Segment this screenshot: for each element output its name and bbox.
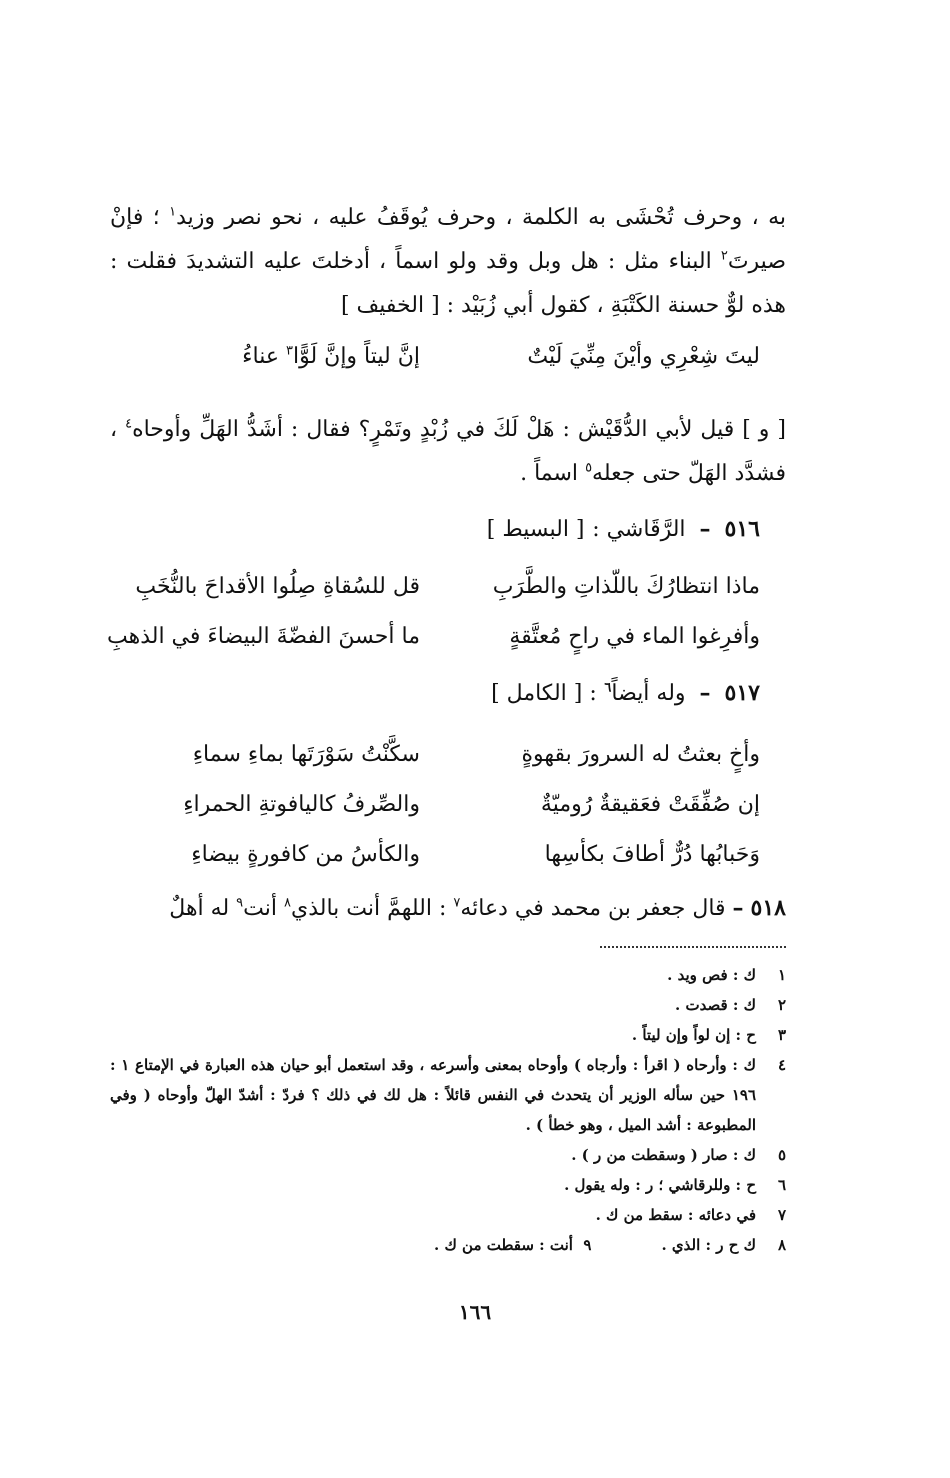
duqaysh-paragraph <box>110 408 786 496</box>
verse-hemistich-second: سكَّنْتُ سَوْرَتَها بماءِ سماءِ <box>192 742 420 767</box>
verse-row <box>107 612 760 662</box>
section-516-verses <box>107 562 760 662</box>
section-518-text: ٥١٨ – قال جعفر بن محمد في دعائه$^٧$ : اللهمَّ أنت بالذي$^٨$ أنت$^٩$ له أهلٌ <box>169 895 786 921</box>
verse-row <box>120 830 760 880</box>
verse-hemistich-first: ليتَ شِعْرِي وأيْنَ مِنِّيَ لَيْتٌ <box>527 344 760 369</box>
footnote-ref-6: ٦ <box>604 680 612 696</box>
footnote-ref-5: ٥ <box>585 460 593 476</box>
footnote-item: ٥ ك : صار ( وسقطت من ر ) . <box>571 1146 786 1164</box>
verse-row <box>120 562 760 612</box>
intro-paragraph <box>110 196 786 328</box>
page-number: ١٦٦ <box>458 1300 492 1324</box>
section-number: ٥١٦ <box>724 516 760 542</box>
footnote-divider <box>600 946 786 948</box>
verse-row <box>120 730 760 780</box>
footnote-ref-1: ١ <box>169 204 177 220</box>
verse-lawwa <box>120 332 760 382</box>
footnotes <box>110 960 786 1260</box>
section-516-heading: ٥١٦–الرَّقَاشي : [ البسيط ] <box>486 516 760 542</box>
verse-row <box>120 332 760 382</box>
verse-hemistich-second: ما أحسنَ الفضّةَ البيضاءَ في الذهبِ <box>107 624 420 649</box>
section-517-verses <box>120 730 760 880</box>
verse-hemistich-first: وأخٍ بعثتُ له السرورَ بقهوةٍ <box>521 742 760 767</box>
footnote-item: ٣ ح : إن لواً وإن ليتاً . <box>631 1026 786 1044</box>
meter-label: : [ الكامل ] <box>491 681 597 706</box>
section-number: ٥١٧ <box>724 680 760 706</box>
footnote-ref-4: ٤ <box>125 416 133 432</box>
footnote-ref-8: ٨ <box>283 895 291 911</box>
verse-row <box>120 780 760 830</box>
verse-hemistich-second: إنَّ ليتاً وإنَّ لَوًّا$^٣$ عناءُ <box>242 343 420 369</box>
footnote-item: ٦ ح : وللرقاشي ؛ ر : وله يقول . <box>564 1176 786 1194</box>
verse-hemistich-first: إن صُفِّقَتْ فعَقيقةٌ رُوميّةٌ <box>540 792 760 817</box>
footnote-ref-2: ٢ <box>720 248 728 264</box>
meter-label: [ البسيط ] <box>486 517 585 542</box>
duqaysh-text: [ و ] قيل لأبي الدُّقَيْش : هَلْ لَكَ في زُبْدٍ وتَمْرٍ؟ فقال : أشَدُّ الهَلِّ وأوحاه$^٤$ ، فشدَّد الهَلّ حتى جعله$^٥$ اسماً . <box>110 416 786 486</box>
footnote-ref-7: ٧ <box>453 895 461 911</box>
verse-hemistich-second: والكأسُ من كافورةٍ بيضاءِ <box>191 842 420 867</box>
intro-text: به ، وحرف تُحْشَى به الكلمة ، وحرف يُوقَفُ عليه ، نحو نصر وزيد$^١$ ؛ فإنْ صيرتَ$^٢$ البناء مثل : هل وبل وقد ولو اسماً ، أدخلتَ عليه التشديدَ فقلت : هذه لوٌّ حسنة الكَتْبَةِ ، كقول أبي زُبَيْد : [ الخفيف ] <box>110 204 786 318</box>
footnote-item: ٤ ك : وأرحاه ( اقرأ : وأرجاه ) وأوحاه بمعنى وأسرعه ، وقد استعمل أبو حيان هذه العبارة في الإمتاع ١ : ١٩٦ حين سأله الوزير أن يتحدث في النفس قائلاً : هل لك في ذلك ؟ فردّ : أشدّ الهلّ وأوحاه ( وفي المطبوعة : أشد الميل ، وهو خطأ ) . <box>110 1056 786 1134</box>
footnote-item: ٢ ك : قصدت . <box>675 996 786 1014</box>
verse-hemistich-first: وَحَبابُها دُرٌّ أطافَ بكأسِها <box>544 842 760 867</box>
footnote-item: ١ ك : فص ويد . <box>667 966 786 984</box>
section-517-heading: ٥١٧–وله أيضاً$^٦$ : [ الكامل ] <box>491 680 760 706</box>
verse-hemistich-second: والصِّرفُ كاليافوتةِ الحمراءِ <box>183 792 420 817</box>
verse-hemistich-second: قل للسُقاةِ صِلُوا الأقداحَ بالنُّخَبِ <box>135 574 420 599</box>
verse-hemistich-first: وأفرِغوا الماء في راحٍ مُعتَّقةٍ <box>509 624 760 649</box>
footnote-item: ٧ في دعائه : سقط من ك . <box>595 1206 786 1224</box>
section-518-paragraph <box>110 886 786 931</box>
section-number: ٥١٨ <box>750 895 786 921</box>
footnote-ref-9: ٩ <box>236 895 244 911</box>
footnote-item: ٨ ك ح ر : الذي .٩ أنت : سقطت من ك . <box>434 1236 786 1254</box>
footnote-ref-3: ٣ <box>286 343 293 359</box>
verse-hemistich-first: ماذا انتظارُكَ باللّذاتِ والطَّرَبِ <box>492 574 760 599</box>
